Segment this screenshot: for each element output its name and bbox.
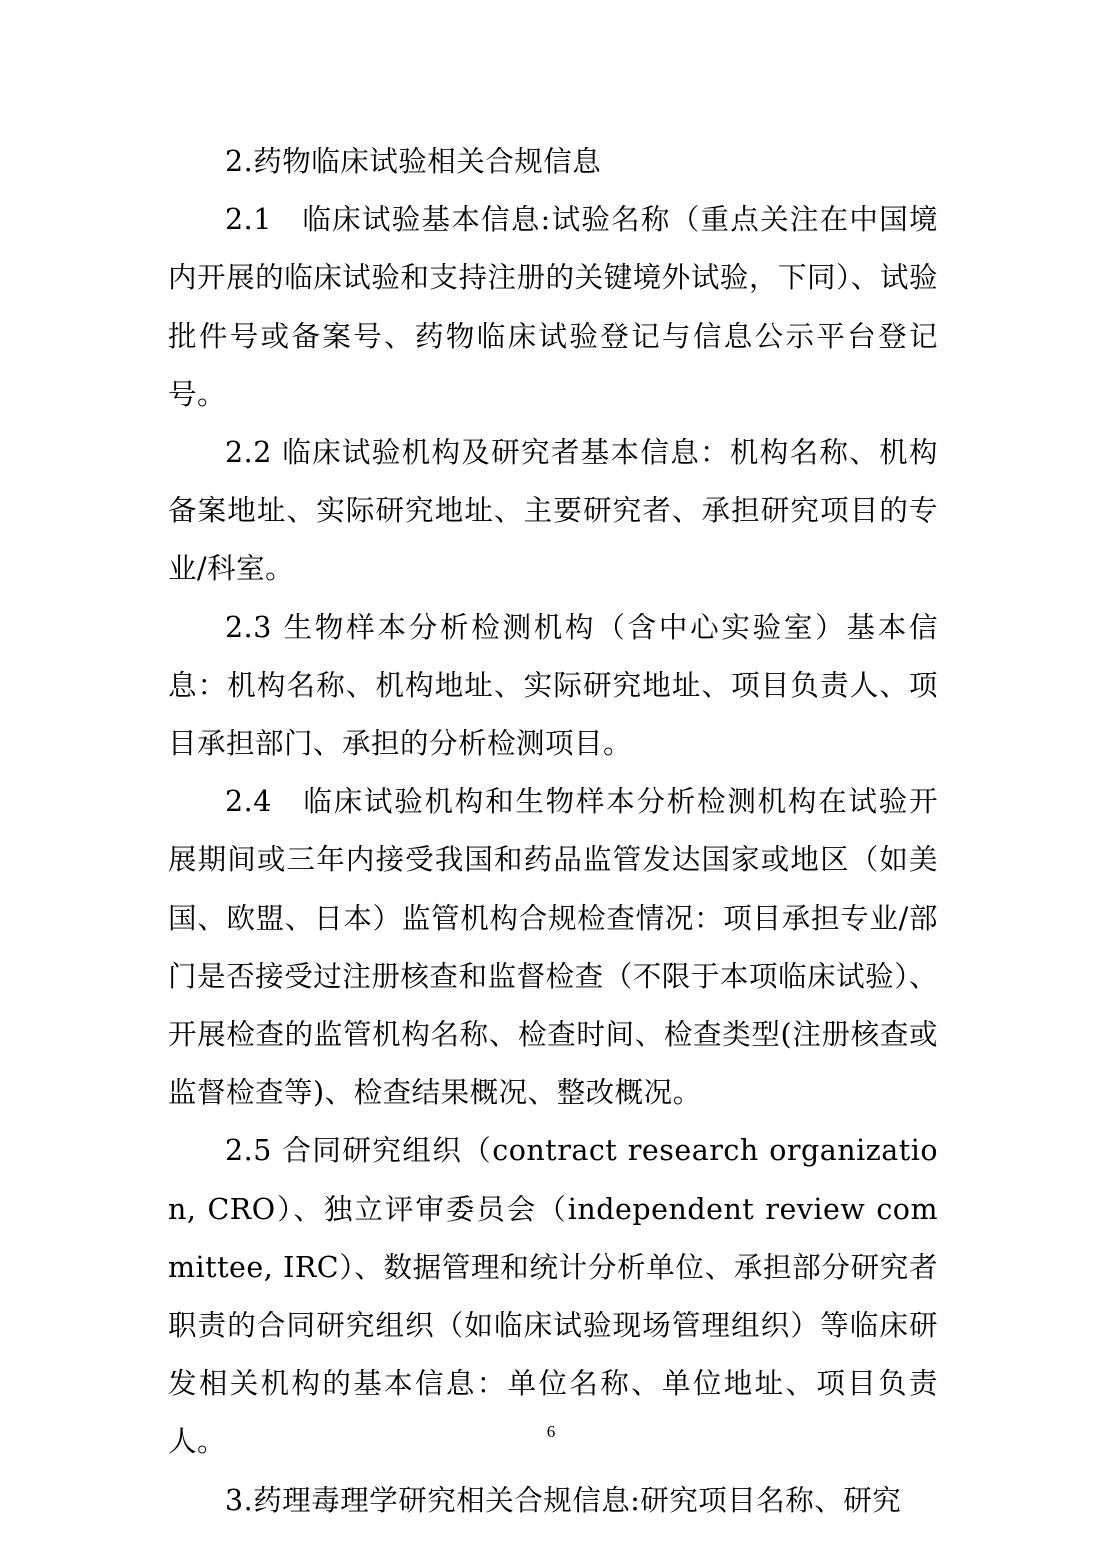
paragraph-section-2-3: 2.3 生物样本分析检测机构（含中心实验室）基本信息：机构名称、机构地址、实际研究地址、项目负责人、项目承担部门、承担的分析检测项目。 [168, 610, 938, 761]
paragraph-section-2-heading: 2.药物临床试验相关合规信息 [225, 145, 602, 178]
page-number: 6 [546, 1422, 556, 1441]
paragraph-section-2-1: 2.1 临床试验基本信息:试验名称（重点关注在中国境内开展的临床试验和支持注册的关键境外试验，下同）、试验批件号或备案号、药物临床试验登记与信息公示平台登记号。 [168, 203, 938, 411]
paragraph-section-2-5: 2.5 合同研究组织（contract research organization, CRO）、独立评审委员会（independent review committee, IRC）、数据管理和统计分析单位、承担部分研究者职责的合同研究组织（如临床试验现场管理组织）等临床研发相关机构的基本信息：单位名称、单位地址、项目负责人。 [168, 1134, 938, 1459]
paragraph-section-3: 3.药理毒理学研究相关合规信息:研究项目名称、研究 [225, 1483, 902, 1517]
paragraph-section-2-4: 2.4 临床试验机构和生物样本分析检测机构在试验开展期间或三年内接受我国和药品监管发达国家或地区（如美国、欧盟、日本）监管机构合规检查情况：项目承担专业/部门是否接受过注册核查和监督检查（不限于本项临床试验）、开展检查的监管机构名称、检查时间、检查类型(注册核查或监督检查等)、检查结果概况、整改概况。 [168, 785, 938, 1110]
paragraph-section-2-2: 2.2 临床试验机构及研究者基本信息：机构名称、机构备案地址、实际研究地址、主要研究者、承担研究项目的专业/科室。 [168, 436, 938, 586]
document-body [168, 133, 938, 1530]
